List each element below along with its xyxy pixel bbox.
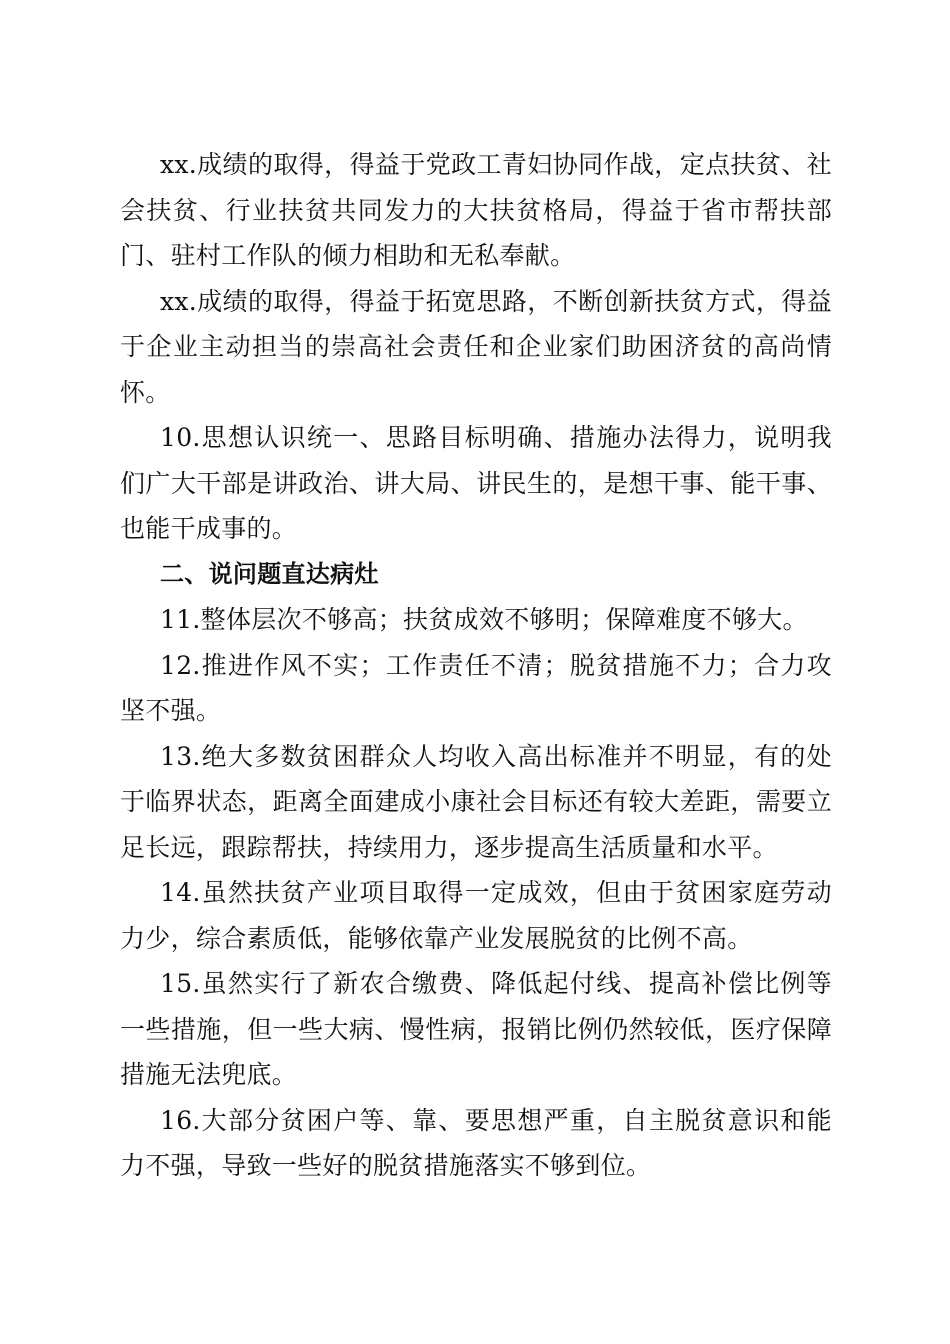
section-heading: 二、说问题直达病灶 (160, 559, 379, 588)
paragraph-item-12: 12.推进作风不实；工作责任不清；脱贫措施不力；合力攻坚不强。 (120, 650, 832, 725)
paragraph-item-16: 16.大部分贫困户等、靠、要思想严重，自主脱贫意识和能力不强，导致一些好的脱贫措施落实不够到位。 (120, 1105, 832, 1180)
paragraph-item-10: 10.思想认识统一、思路目标明确、措施办法得力，说明我们广大干部是讲政治、讲大局、讲民生的，是想干事、能干事、也能干成事的。 (120, 423, 832, 543)
document-body (120, 142, 832, 1189)
paragraph-item-14: 14.虽然扶贫产业项目取得一定成效，但由于贫困家庭劳动力少，综合素质低，能够依靠产业发展脱贫的比例不高。 (120, 878, 832, 953)
paragraph-achievement-1: xx.成绩的取得，得益于党政工青妇协同作战，定点扶贫、社会扶贫、行业扶贫共同发力的大扶贫格局，得益于省市帮扶部门、驻村工作队的倾力相助和无私奉献。 (120, 150, 832, 270)
paragraph-item-15: 15.虽然实行了新农合缴费、降低起付线、提高补偿比例等一些措施，但一些大病、慢性病，报销比例仍然较低，医疗保障措施无法兜底。 (120, 969, 832, 1089)
paragraph-item-13: 13.绝大多数贫困群众人均收入高出标准并不明显，有的处于临界状态，距离全面建成小康社会目标还有较大差距，需要立足长远，跟踪帮扶，持续用力，逐步提高生活质量和水平。 (120, 741, 832, 862)
paragraph-item-11: 11.整体层次不够高；扶贫成效不够明；保障难度不够大。 (160, 605, 808, 634)
paragraph-achievement-2: xx.成绩的取得，得益于拓宽思路，不断创新扶贫方式，得益于企业主动担当的崇高社会责任和企业家们助困济贫的高尚情怀。 (120, 286, 832, 407)
